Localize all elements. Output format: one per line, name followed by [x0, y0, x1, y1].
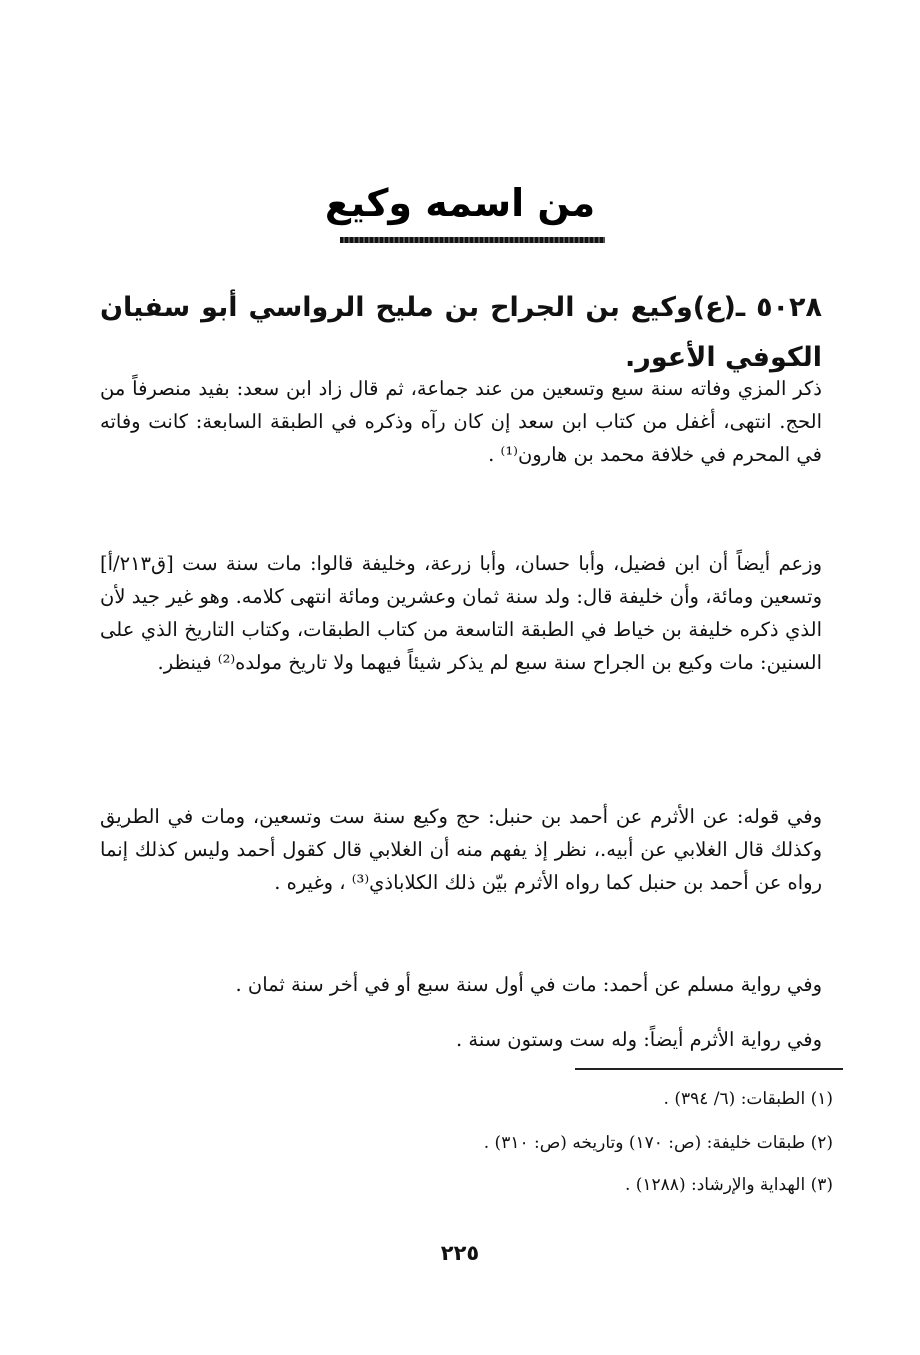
entry-heading: ٥٠٢٨ ـ(ع)وكيع بن الجراح بن مليح الرواسي أبو سفيان الكوفي الأعور.	[100, 292, 822, 373]
paragraph-muslim-report: وفي رواية مسلم عن أحمد: مات في أول سنة سبع أو في أخر سنة ثمان .	[235, 973, 822, 996]
paragraph-death-date: ذكر المزي وفاته سنة سبع وتسعين من عند جماعة، ثم قال زاد ابن سعد: بفيد منصرفاً من الحج. انتهى، أغفل من كتاب ابن سعد إن كان رآه وذكره في الطبقة السابعة: كانت وفاته في المحرم في خلافة محمد بن هارون⁽¹⁾ .	[100, 377, 822, 466]
chapter-title: من اسمه وكيع	[324, 181, 596, 225]
footnote-1: (١) الطبقات: (٦/ ٣٩٤) .	[663, 1089, 833, 1109]
footnote-3: (٣) الهداية والإرشاد: (١٢٨٨) .	[624, 1175, 833, 1195]
footnote-divider	[575, 1068, 843, 1070]
paragraph-athram-report: وفي قوله: عن الأثرم عن أحمد بن حنبل: حج وكيع سنة ست وتسعين، ومات في الطريق وكذلك قال الغلابي عن أبيه.، نظر إذ يفهم منه أن الغلابي قال كقول أحمد وليس كذلك إنما رواه عن أحمد بن حنبل كما رواه الأثرم بيّن ذلك الكلاباذي⁽³⁾ ، وغيره .	[100, 805, 822, 894]
footnote-2: (٢) طبقات خليفة: (ص: ١٧٠) وتاريخه (ص: ٣١٠) .	[483, 1133, 833, 1153]
paragraph-age-report: وفي رواية الأثرم أيضاً: وله ست وستون سنة .	[456, 1028, 822, 1051]
title-underline	[340, 237, 605, 243]
page-number: ٢٢٥	[440, 1241, 480, 1265]
paragraph-birth-claim: وزعم أيضاً أن ابن فضيل، وأبا حسان، وأبا زرعة، وخليفة قالوا: مات سنة ست [ق٢١٣/أ] وتسعين ومائة، وأن خليفة قال: ولد سنة ثمان وعشرين ومائة انتهى كلامه. وهو غير جيد لأن الذي ذكره خليفة بن خياط في الطبقة التاسعة من كتاب الطبقات، وكتاب التاريخ الذي على السنين: مات وكيع بن الجراح سنة سبع لم يذكر شيئاً فيهما ولا تاريخ مولده⁽²⁾ فينظر.	[100, 552, 822, 674]
